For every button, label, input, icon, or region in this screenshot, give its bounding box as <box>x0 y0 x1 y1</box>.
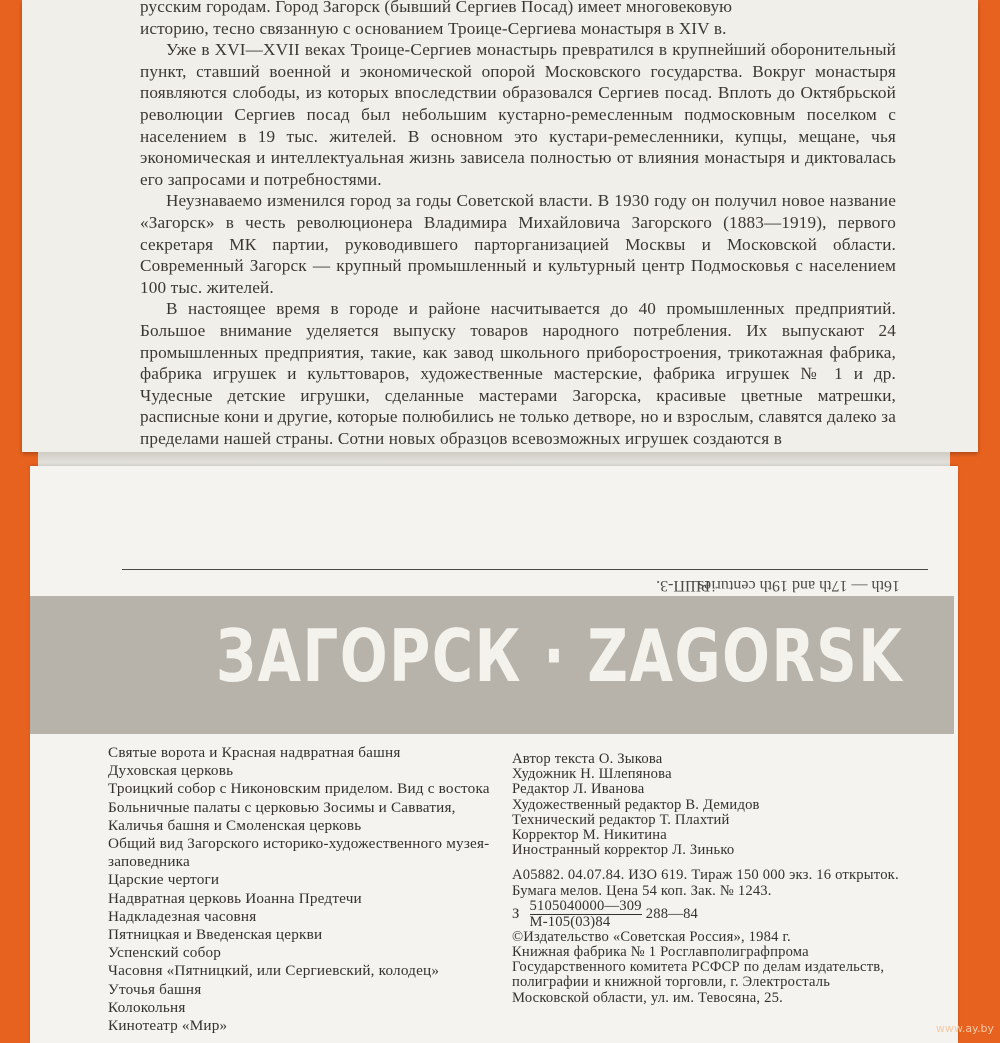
credit-line: Технический редактор Т. Плахтий <box>512 811 730 828</box>
top-page <box>22 0 978 452</box>
history-line-1: историю, тесно связанную с основанием Троице-Сергиева монастыря в XIV в. <box>140 18 727 38</box>
credit-line: Автор текста О. Зыкова <box>512 751 663 767</box>
fraction-prefix: З <box>512 905 520 922</box>
publisher-line: ©Издательство «Советская Россия», 1984 г. <box>512 928 791 945</box>
history-line-partial: русским городам. Город Загорск (бывший Сергиев Посад) имеет многовековую <box>140 0 733 16</box>
credit-line: Корректор М. Никитина <box>512 827 667 844</box>
list-item: Кинотеатр «Мир» <box>108 1017 228 1035</box>
fraction-numerator: 5105040000—309 <box>529 897 642 914</box>
fraction <box>530 899 642 930</box>
history-paragraph-3: Неузнаваемо изменился город за годы Советской власти. В 1930 году он получил новое название «Загорск» в честь революционера Владимира Михайловича Загорского (1883—1919), первого секретаря МК партии, руководившего парторганизацией Москвы и Московской области. Современный Загорск — крупный промышленный и культурный центр Подмосковья с населением 100 тыс. жителей. <box>140 191 896 297</box>
list-item: Надвратная церковь Иоанна Предтечи <box>108 889 362 907</box>
cover-title: ЗАГОРСК · ZAGORSK <box>216 614 904 698</box>
list-item: Царские чертоги <box>108 871 220 889</box>
list-item: Надкладезная часовня <box>108 907 257 925</box>
centuries-text: 16th — 17th and 19th centuries <box>697 577 900 594</box>
credit-line: Художественный редактор В. Демидов <box>512 796 760 813</box>
list-item: Пятницкая и Введенская церкви <box>108 926 323 944</box>
printer-line: Книжная фабрика № 1 Росглавполиграфпрома Государственного комитета РСФСР по делам издательств, полиграфии и книжной торговли, г. Электросталь Московской области, ул. им. Тевосяна, 25. <box>512 944 885 1006</box>
credit-line: Художник Н. Шлепянова <box>512 766 672 783</box>
contents-list <box>108 744 508 1035</box>
divider-rule <box>122 569 928 570</box>
history-paragraph-4: В настоящее время в городе и районе насчитывается до 40 промышленных предприятий. Большое внимание уделяется выпуску товаров народного потребления. Их выпускают 24 промышленных предприятия, такие, как завод школьного приборостроения, трикотажная фабрика, фабрика игрушек и культтоваров, художественные мастерские, фабрика игрушек № 1 и др. Чудесные детские игрушки, сделанные мастерами Загорска, красивые цветные матрешки, расписные кони и другие, которые полюбились не только детворе, но и взрослым, славятся далеко за пределами нашей страны. Сотни новых образцов всевозможных игрушек создаются в <box>140 299 896 448</box>
imprint-block <box>512 752 908 1006</box>
fraction-suffix: 288—84 <box>645 905 699 922</box>
list-item: Колокольня <box>108 998 186 1016</box>
history-paragraph-2: Уже в XVI—XVII веках Троице-Сергиев монастырь превратился в крупнейший оборонительный пункт, ставший военной и экономической опорой Московского государства. Вокруг монастыря появляются слободы, из которых впоследствии образовался Сергиев посад. Вплоть до Октябрьской революции Сергиев посад был небольшим кустарно-ремесленным подмосковным поселком с населением в 19 тыс. жителей. В основном это кустари-ремесленники, купцы, мещане, чья экономическая и интеллектуальная жизнь зависела полностью от влияния монастыря и диктовалась его запросами и потребностями. <box>140 40 896 189</box>
credit-line: Редактор Л. Иванова <box>512 781 645 798</box>
title-band <box>30 596 954 734</box>
watermark: www.ay.by <box>935 1022 994 1035</box>
list-item: Святые ворота и Красная надвратная башня <box>108 744 401 761</box>
list-item: Духовская церковь <box>108 762 234 780</box>
series-code: РШП-3. <box>656 577 710 594</box>
list-item: Часовня «Пятницкий, или Сергиевский, колодец» <box>108 962 440 980</box>
credit-line: Иностранный корректор Л. Зинько <box>512 842 735 859</box>
history-text <box>140 0 896 449</box>
list-item: Успенский собор <box>108 944 222 962</box>
publication-details: А05882. 04.07.84. ИЗО 619. Тираж 150 000 экз. 16 открыток. Бумага мелов. Цена 54 коп. Зак. № 1243. <box>512 867 899 899</box>
list-item: Больничные палаты с церковью Зосимы и Савватия, Каличья башня и Смоленская церковь <box>108 798 456 834</box>
list-item: Общий вид Загорского историко-художественного музея-заповедника <box>108 835 490 871</box>
fraction-denominator: М-105(03)84 <box>529 913 611 930</box>
index-fraction <box>512 899 908 930</box>
list-item: Троицкий собор с Никоновским приделом. Вид с востока <box>108 780 490 798</box>
page-fold <box>38 452 950 466</box>
list-item: Уточья башня <box>108 980 202 998</box>
mirrored-caption <box>560 574 900 596</box>
